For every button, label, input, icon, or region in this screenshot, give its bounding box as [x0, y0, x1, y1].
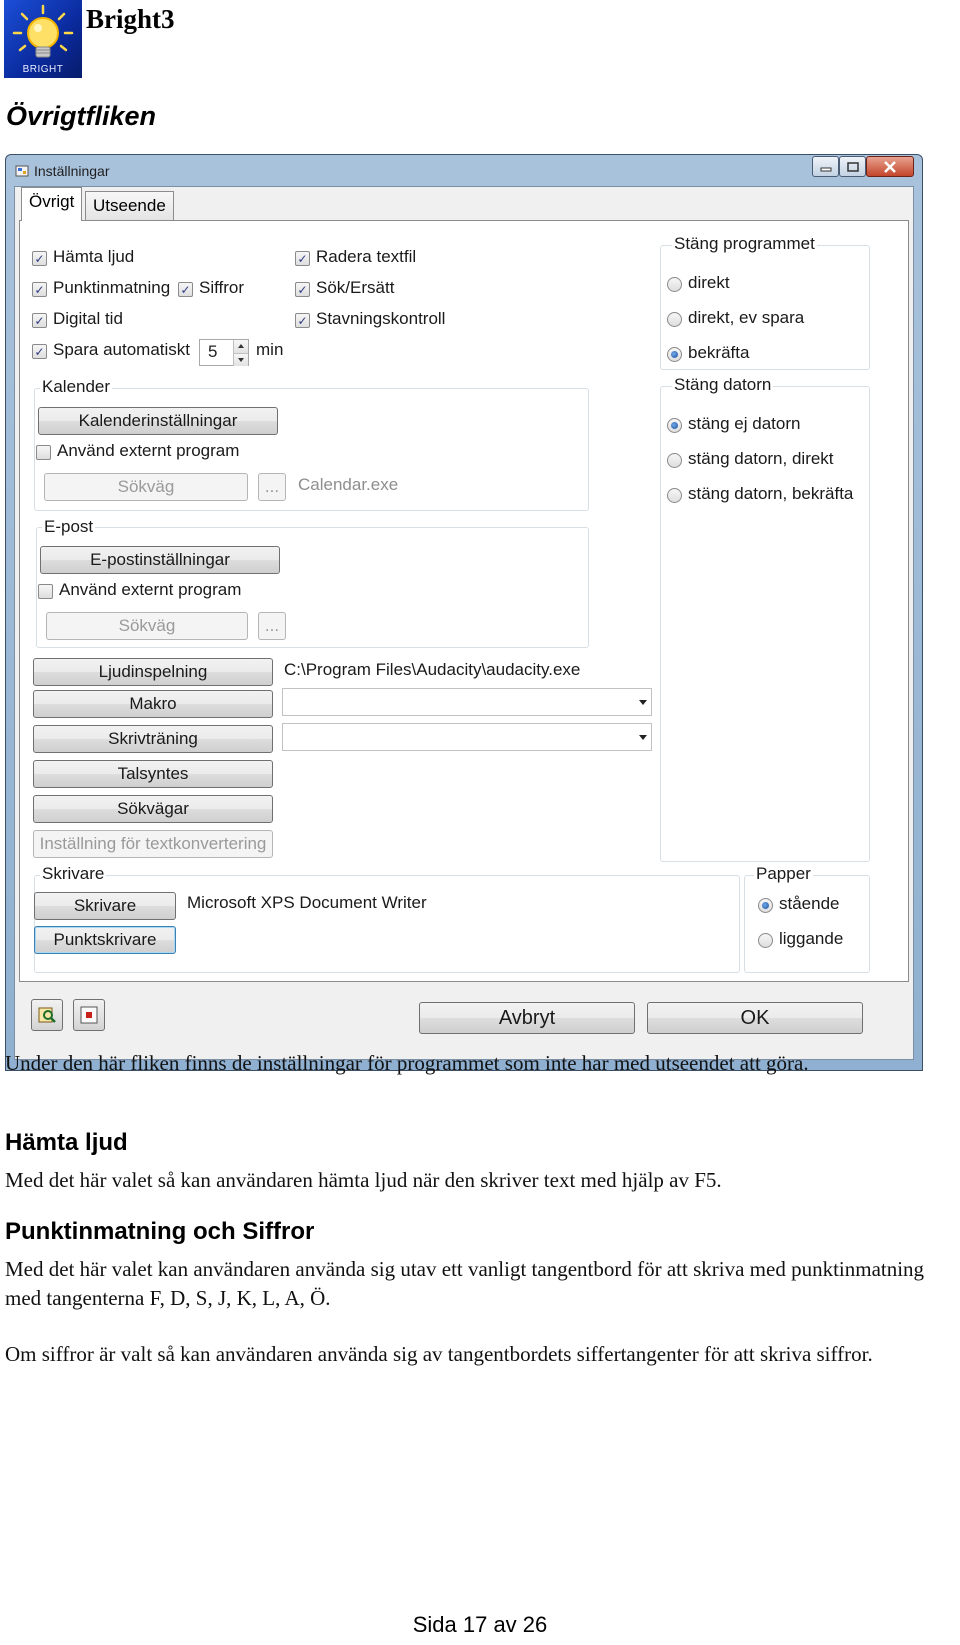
- siffror-checkbox[interactable]: ✓: [178, 282, 193, 297]
- skrivare-button[interactable]: Skrivare: [34, 892, 176, 920]
- autosave-minutes-stepper[interactable]: [199, 339, 249, 366]
- page-number: Sida 17 av 26: [412, 1612, 548, 1637]
- epost-sokvag-button[interactable]: Sökväg: [46, 612, 248, 640]
- papper-title: Papper: [756, 864, 811, 883]
- close-button[interactable]: [866, 156, 914, 177]
- stang-direkt-ev-spara-radio[interactable]: [667, 312, 682, 327]
- avbryt-button[interactable]: Avbryt: [419, 1002, 635, 1034]
- spara-automatiskt-label: Spara automatiskt: [53, 340, 191, 359]
- stang-ej-datorn-radio[interactable]: [667, 418, 682, 433]
- skrivare-group: [34, 875, 740, 973]
- kalender-browse-button[interactable]: ...: [258, 473, 286, 501]
- chevron-down-icon: [639, 700, 647, 705]
- punktinmatning-paragraph: Med det här valet kan användaren använda sig utav ett vanligt tangentbord för att skriva med punktinmatning med tangenterna F, D, S, J, K, L, A, Ö.: [5, 1257, 925, 1310]
- makro-dropdown[interactable]: [282, 688, 652, 716]
- sok-ersatt-label: Sök/Ersätt: [316, 278, 395, 297]
- stang-ej-datorn-label: stäng ej datorn: [688, 414, 801, 433]
- papper-group: [744, 875, 870, 973]
- section-title: Övrigtfliken: [6, 101, 157, 131]
- stang-bekrafta-radio[interactable]: [667, 347, 682, 362]
- stavningskontroll-checkbox[interactable]: ✓: [295, 313, 310, 328]
- papper-staende-radio[interactable]: [758, 898, 773, 913]
- stang-programmet-title: Stäng programmet: [674, 234, 815, 253]
- siffror-label: Siffror: [199, 278, 245, 297]
- stepper-down-icon[interactable]: [233, 353, 248, 366]
- punktskrivare-button[interactable]: Punktskrivare: [34, 926, 176, 954]
- punktinmatning-label: Punktinmatning: [53, 278, 171, 297]
- digital-tid-checkbox[interactable]: ✓: [32, 313, 47, 328]
- dialog-client: [14, 186, 914, 1060]
- kalender-program-path: Calendar.exe: [298, 475, 399, 494]
- close-icon: [883, 161, 897, 173]
- skrivtraning-button[interactable]: Skrivträning: [33, 725, 273, 753]
- printer-name: Microsoft XPS Document Writer: [187, 893, 427, 912]
- app-icon: [15, 164, 29, 178]
- kalender-externt-label: Använd externt program: [57, 441, 240, 460]
- window-title: Inställningar: [34, 163, 110, 179]
- section-heading-punktinmatning: Punktinmatning och Siffror: [5, 1218, 315, 1245]
- radera-textfil-checkbox[interactable]: ✓: [295, 251, 310, 266]
- epost-title: E-post: [44, 517, 94, 536]
- ok-button[interactable]: OK: [647, 1002, 863, 1034]
- textkonvertering-button[interactable]: Inställning för textkonvertering: [33, 830, 273, 858]
- epost-externt-label: Använd externt program: [59, 580, 242, 599]
- autosave-minutes-value: 5: [208, 342, 218, 361]
- section-heading-hamta-ljud: Hämta ljud: [5, 1129, 128, 1156]
- stang-direkt-label: direkt: [688, 273, 730, 292]
- minimize-button[interactable]: [812, 156, 839, 177]
- brand-name: Bright3: [86, 4, 175, 34]
- tab-ovrigt[interactable]: Övrigt: [21, 187, 82, 221]
- talsyntes-button[interactable]: Talsyntes: [33, 760, 273, 788]
- hamta-ljud-paragraph: Med det här valet så kan användaren hämta ljud när den skriver text med hjälp av F5.: [5, 1168, 722, 1192]
- stang-datorn-bekrafta-label: stäng datorn, bekräfta: [688, 484, 854, 503]
- skrivare-title: Skrivare: [42, 864, 105, 883]
- epostinstallningar-button[interactable]: E-postinställningar: [40, 546, 280, 574]
- sokvagar-button[interactable]: Sökvägar: [33, 795, 273, 823]
- stang-datorn-title: Stäng datorn: [674, 375, 772, 394]
- epost-externt-checkbox[interactable]: [38, 584, 53, 599]
- papper-liggande-label: liggande: [779, 929, 844, 948]
- digital-tid-label: Digital tid: [53, 309, 123, 328]
- stang-bekrafta-label: bekräfta: [688, 343, 750, 362]
- record-icon: [80, 1006, 98, 1024]
- ljudinspelning-button[interactable]: Ljudinspelning: [33, 658, 273, 686]
- makro-button[interactable]: Makro: [33, 690, 273, 718]
- stang-direkt-radio[interactable]: [667, 277, 682, 292]
- hamta-ljud-label: Hämta ljud: [53, 247, 135, 266]
- stepper-up-icon[interactable]: [233, 340, 248, 353]
- settings-window: [5, 154, 923, 1071]
- skrivtraning-dropdown[interactable]: [282, 723, 652, 751]
- stang-datorn-bekrafta-radio[interactable]: [667, 488, 682, 503]
- stang-datorn-direkt-radio[interactable]: [667, 453, 682, 468]
- help-button[interactable]: [31, 999, 63, 1031]
- maximize-icon: [847, 162, 859, 172]
- siffror-paragraph: Om siffror är valt så kan användaren använda sig av tangentbordets siffertangenter för att skriva siffror.: [5, 1342, 873, 1366]
- stavningskontroll-label: Stavningskontroll: [316, 309, 446, 328]
- autosave-unit: min: [256, 340, 284, 359]
- maximize-button[interactable]: [839, 156, 866, 177]
- record-button[interactable]: [73, 999, 105, 1031]
- ljudinspelning-path: C:\Program Files\Audacity\audacity.exe: [284, 660, 581, 679]
- punktinmatning-checkbox[interactable]: ✓: [32, 282, 47, 297]
- kalender-externt-checkbox[interactable]: [36, 445, 51, 460]
- logo-text: BRIGHT: [22, 64, 64, 75]
- kalenderinstallningar-button[interactable]: Kalenderinställningar: [38, 407, 278, 435]
- bright-logo: [4, 0, 82, 78]
- intro-paragraph: Under den här fliken finns de inställningar för programmet som inte har med utseendet att göra.: [5, 1051, 809, 1075]
- kalender-sokvag-button[interactable]: Sökväg: [44, 473, 248, 501]
- sok-ersatt-checkbox[interactable]: ✓: [295, 282, 310, 297]
- stang-datorn-direkt-label: stäng datorn, direkt: [688, 449, 834, 468]
- spara-automatiskt-checkbox[interactable]: ✓: [32, 344, 47, 359]
- papper-staende-label: stående: [779, 894, 840, 913]
- epost-browse-button[interactable]: ...: [258, 612, 286, 640]
- radera-textfil-label: Radera textfil: [316, 247, 417, 266]
- tab-utseende[interactable]: Utseende: [85, 191, 174, 220]
- hamta-ljud-checkbox[interactable]: ✓: [32, 251, 47, 266]
- chevron-down-icon: [639, 735, 647, 740]
- tab-panel-ovrigt: [19, 220, 909, 982]
- kalender-title: Kalender: [42, 377, 111, 396]
- papper-liggande-radio[interactable]: [758, 933, 773, 948]
- search-book-icon: [37, 1005, 57, 1025]
- stang-direkt-ev-spara-label: direkt, ev spara: [688, 308, 805, 327]
- minimize-icon: [820, 162, 832, 172]
